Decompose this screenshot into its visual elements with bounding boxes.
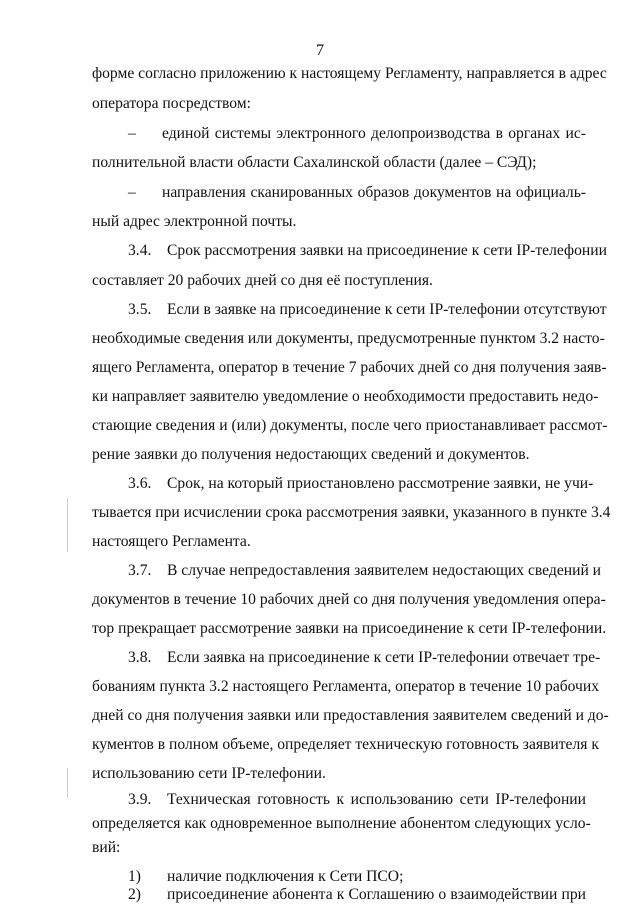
text-line: использованию сети IP-телефонии. (92, 765, 326, 782)
text-line: В случае непредоставления заявителем недостающих сведений и (167, 562, 602, 579)
text-line: Если в заявке на присоединение к сети IP-телефонии отсутствуют (167, 301, 607, 318)
text-line: Если заявка на присоединение к сети IP-телефонии отвечает тре- (167, 649, 601, 666)
text-line: документов в течение 10 рабочих дней со дня получения уведомления опера- (92, 591, 606, 608)
text-line: ки направляет заявителю уведомление о необходимости предоставить недо- (92, 388, 599, 405)
text-line: тывается при исчислении срока рассмотрения заявки, указанного в пункте 3.4 (92, 504, 611, 521)
text-line: единой системы электронного делопроизводства в органах ис- (162, 125, 586, 142)
text-line: определяется как одновременное выполнение абонентом следующих усло- (92, 815, 591, 832)
text-line: присоединение абонента к Соглашению о взаимодействии при (167, 886, 586, 903)
text-line: Срок рассмотрения заявки на присоединение к сети IP-телефонии (167, 242, 607, 259)
text-line: оператора посредством: (92, 95, 251, 112)
text-line: настоящего Регламента. (92, 533, 251, 550)
text-line: ящего Регламента, оператор в течение 7 рабочих дней со дня получения заяв- (92, 359, 607, 376)
scan-mark (67, 498, 68, 552)
clause-number: 3.5. (128, 301, 152, 318)
text-line: кументов в полном объеме, определяет техническую готовность заявителя к (92, 736, 599, 753)
text-line: составляет 20 рабочих дней со дня её поступления. (92, 272, 433, 289)
text-line: тор прекращает рассмотрение заявки на присоединение к сети IP-телефонии. (92, 620, 607, 637)
text-line: направления сканированных образов документов на официаль- (162, 184, 586, 201)
text-line: бованиям пункта 3.2 настоящего Регламента, оператор в течение 10 рабочих (92, 678, 600, 695)
page-number: 7 (316, 42, 324, 59)
list-dash: – (128, 125, 136, 142)
text-line: дней со дня получения заявки или предоставления заявителем сведений и до- (92, 707, 609, 724)
text-line: вий: (92, 839, 121, 856)
clause-number: 3.9. (128, 791, 152, 808)
text-line: полнительной власти области Сахалинской области (далее – СЭД); (92, 154, 537, 171)
scan-mark (67, 768, 68, 798)
text-line: Срок, на который приостановлено рассмотрение заявки, не учи- (167, 475, 594, 492)
text-line: форме согласно приложению к настоящему Регламенту, направляется в адрес (92, 65, 607, 82)
clause-number: 3.6. (128, 475, 152, 492)
text-line: необходимые сведения или документы, предусмотренные пунктом 3.2 насто- (92, 330, 605, 347)
text-line: Техническая готовность к использованию сети IP-телефонии (167, 791, 586, 808)
list-dash: – (128, 184, 136, 201)
text-line: ный адрес электронной почты. (92, 213, 297, 230)
clause-number: 3.7. (128, 562, 152, 579)
text-line: наличие подключения к Сети ПСО; (167, 868, 404, 885)
list-number: 2) (128, 886, 141, 903)
clause-number: 3.4. (128, 242, 152, 259)
clause-number: 3.8. (128, 649, 152, 666)
list-number: 1) (128, 868, 141, 885)
text-line: рение заявки до получения недостающих сведений и документов. (92, 446, 530, 463)
text-line: стающие сведения и (или) документы, после чего приостанавливает рассмот- (92, 417, 608, 434)
